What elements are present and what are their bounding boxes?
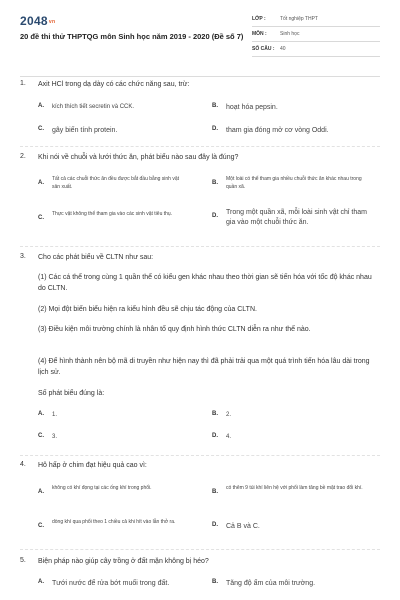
option-d[interactable] (212, 208, 377, 228)
statement-2: (2) Mọi đột biến biểu hiện ra kiểu hình đều sẽ chịu tác động của CLTN. (38, 306, 257, 313)
meta-key: LỚP : (252, 16, 266, 22)
option-text: kích thích tiết secretin và CCK. (52, 104, 135, 110)
option-text: 1. (52, 412, 58, 418)
option-b[interactable] (212, 175, 377, 191)
question-number: 5. (20, 557, 26, 564)
option-text: 4. (226, 434, 232, 440)
meta-value: 40 (280, 46, 286, 52)
option-d[interactable] (212, 522, 377, 532)
option-a[interactable] (38, 579, 203, 589)
option-letter: A. (38, 579, 44, 585)
exam-title: 20 đề thi thử THPTQG môn Sinh học năm 2019 - 2020 (Đề số 7) (20, 32, 244, 41)
statement-1: (1) Các cá thể trong cùng 1 quần thể có kiểu gen khác nhau theo thời gian sẽ tiến hóa với tốc độ khác nhau do CLTN. (38, 274, 372, 292)
option-text: 2. (226, 412, 232, 418)
question-text: Cho các phát biểu về CLTN như sau: (38, 254, 154, 261)
header-divider (20, 76, 380, 77)
option-letter: B. (212, 489, 218, 495)
statement-3: (3) Điều kiện môi trường chính là nhân tố quy định hình thức CLTN diễn ra như thế nào. (38, 326, 311, 333)
option-text: dòng khí qua phổi theo 1 chiều cả khi hít vào lẫn thở ra. (52, 519, 176, 525)
option-c[interactable] (38, 210, 203, 221)
option-letter: D. (212, 433, 218, 439)
option-a[interactable] (38, 103, 203, 112)
option-b[interactable] (212, 411, 377, 420)
option-letter: B. (212, 180, 218, 186)
option-text: tham gia đóng mở cơ vòng Oddi. (226, 127, 329, 134)
option-text: hoạt hóa pepsin. (226, 104, 278, 111)
option-letter: C. (38, 523, 44, 529)
meta-row-count (252, 42, 380, 57)
option-letter: D. (212, 126, 218, 132)
question-text: Hô hấp ở chim đạt hiệu quả cao vì: (38, 462, 147, 469)
question-divider (20, 455, 380, 456)
option-letter: B. (212, 579, 218, 585)
option-letter: C. (38, 126, 44, 132)
option-letter: A. (38, 180, 44, 186)
question-number: 2. (20, 153, 26, 160)
option-c[interactable] (38, 518, 203, 529)
question-text: Khi nói về chuỗi và lưới thức ăn, phát biểu nào sau đây là đúng? (38, 154, 239, 161)
logo-suffix: vn (48, 18, 56, 25)
option-text: gây biến tính protein. (52, 127, 118, 134)
question-number: 3. (20, 253, 26, 260)
option-letter: C. (38, 433, 44, 439)
option-text: Thực vật không thể tham gia vào các sinh vật tiêu thụ. (52, 211, 173, 217)
option-text: không có khí đọng tại các ống khí trong phổi. (52, 485, 152, 491)
option-a[interactable] (38, 411, 203, 420)
logo-text: 2048 (20, 14, 48, 28)
option-text: Một loài có thể tham gia nhiều chuỗi thức ăn khác nhau trong quần xã. (226, 176, 362, 190)
option-text: Trong một quần xã, mỗi loài sinh vật chỉ tham gia vào một chuỗi thức ăn. (226, 209, 367, 226)
option-text: Cả B và C. (226, 523, 260, 530)
question-divider (20, 246, 380, 247)
question-number: 4. (20, 461, 26, 468)
option-text: Tưới nước để rửa bớt muối trong đất. (52, 580, 170, 587)
option-letter: A. (38, 489, 44, 495)
exam-meta (252, 12, 380, 57)
option-letter: C. (38, 215, 44, 221)
statement-4: (4) Để hình thành nên bộ mã di truyền như hiện nay thì đã phải trải qua một quá trình tiến hóa lâu dài trong lịch sử. (38, 358, 370, 376)
option-letter: A. (38, 103, 44, 109)
question-divider (20, 146, 380, 147)
option-letter: A. (38, 411, 44, 417)
option-letter: B. (212, 411, 218, 417)
option-a[interactable] (38, 484, 203, 495)
option-a[interactable] (38, 175, 203, 191)
option-letter: D. (212, 213, 218, 219)
question-text: Biện pháp nào giúp cây trồng ở đất mặn không bị héo? (38, 558, 209, 565)
option-b[interactable] (212, 579, 377, 589)
option-text: có thêm 9 túi khí liên hệ với phổi làm tăng bề mặt trao đổi khí. (226, 485, 363, 491)
meta-row-class (252, 12, 380, 27)
option-text: Tất cả các chuỗi thức ăn đều được bắt đầu bằng sinh vật sản xuất. (52, 176, 179, 190)
meta-row-subject (252, 27, 380, 42)
question-text: Axit HCl trong dạ dày có các chức năng sau, trừ: (38, 81, 190, 88)
question-number: 1. (20, 80, 26, 87)
option-d[interactable] (212, 433, 377, 442)
site-logo[interactable] (20, 14, 55, 28)
option-d[interactable] (212, 126, 377, 136)
meta-value: Tốt nghiệp THPT (280, 16, 318, 22)
meta-key: SỐ CÂU : (252, 46, 275, 52)
meta-value: Sinh học (280, 31, 300, 37)
option-letter: B. (212, 103, 218, 109)
option-c[interactable] (38, 433, 203, 442)
option-letter: D. (212, 522, 218, 528)
option-b[interactable] (212, 484, 377, 495)
meta-key: MÔN : (252, 31, 267, 37)
page-header (0, 0, 400, 70)
option-text: 3. (52, 434, 58, 440)
question-divider (20, 549, 380, 550)
option-c[interactable] (38, 126, 203, 136)
option-text: Tăng độ ẩm của môi trường. (226, 580, 316, 587)
option-b[interactable] (212, 103, 377, 113)
question-prompt: Số phát biểu đúng là: (38, 390, 105, 397)
